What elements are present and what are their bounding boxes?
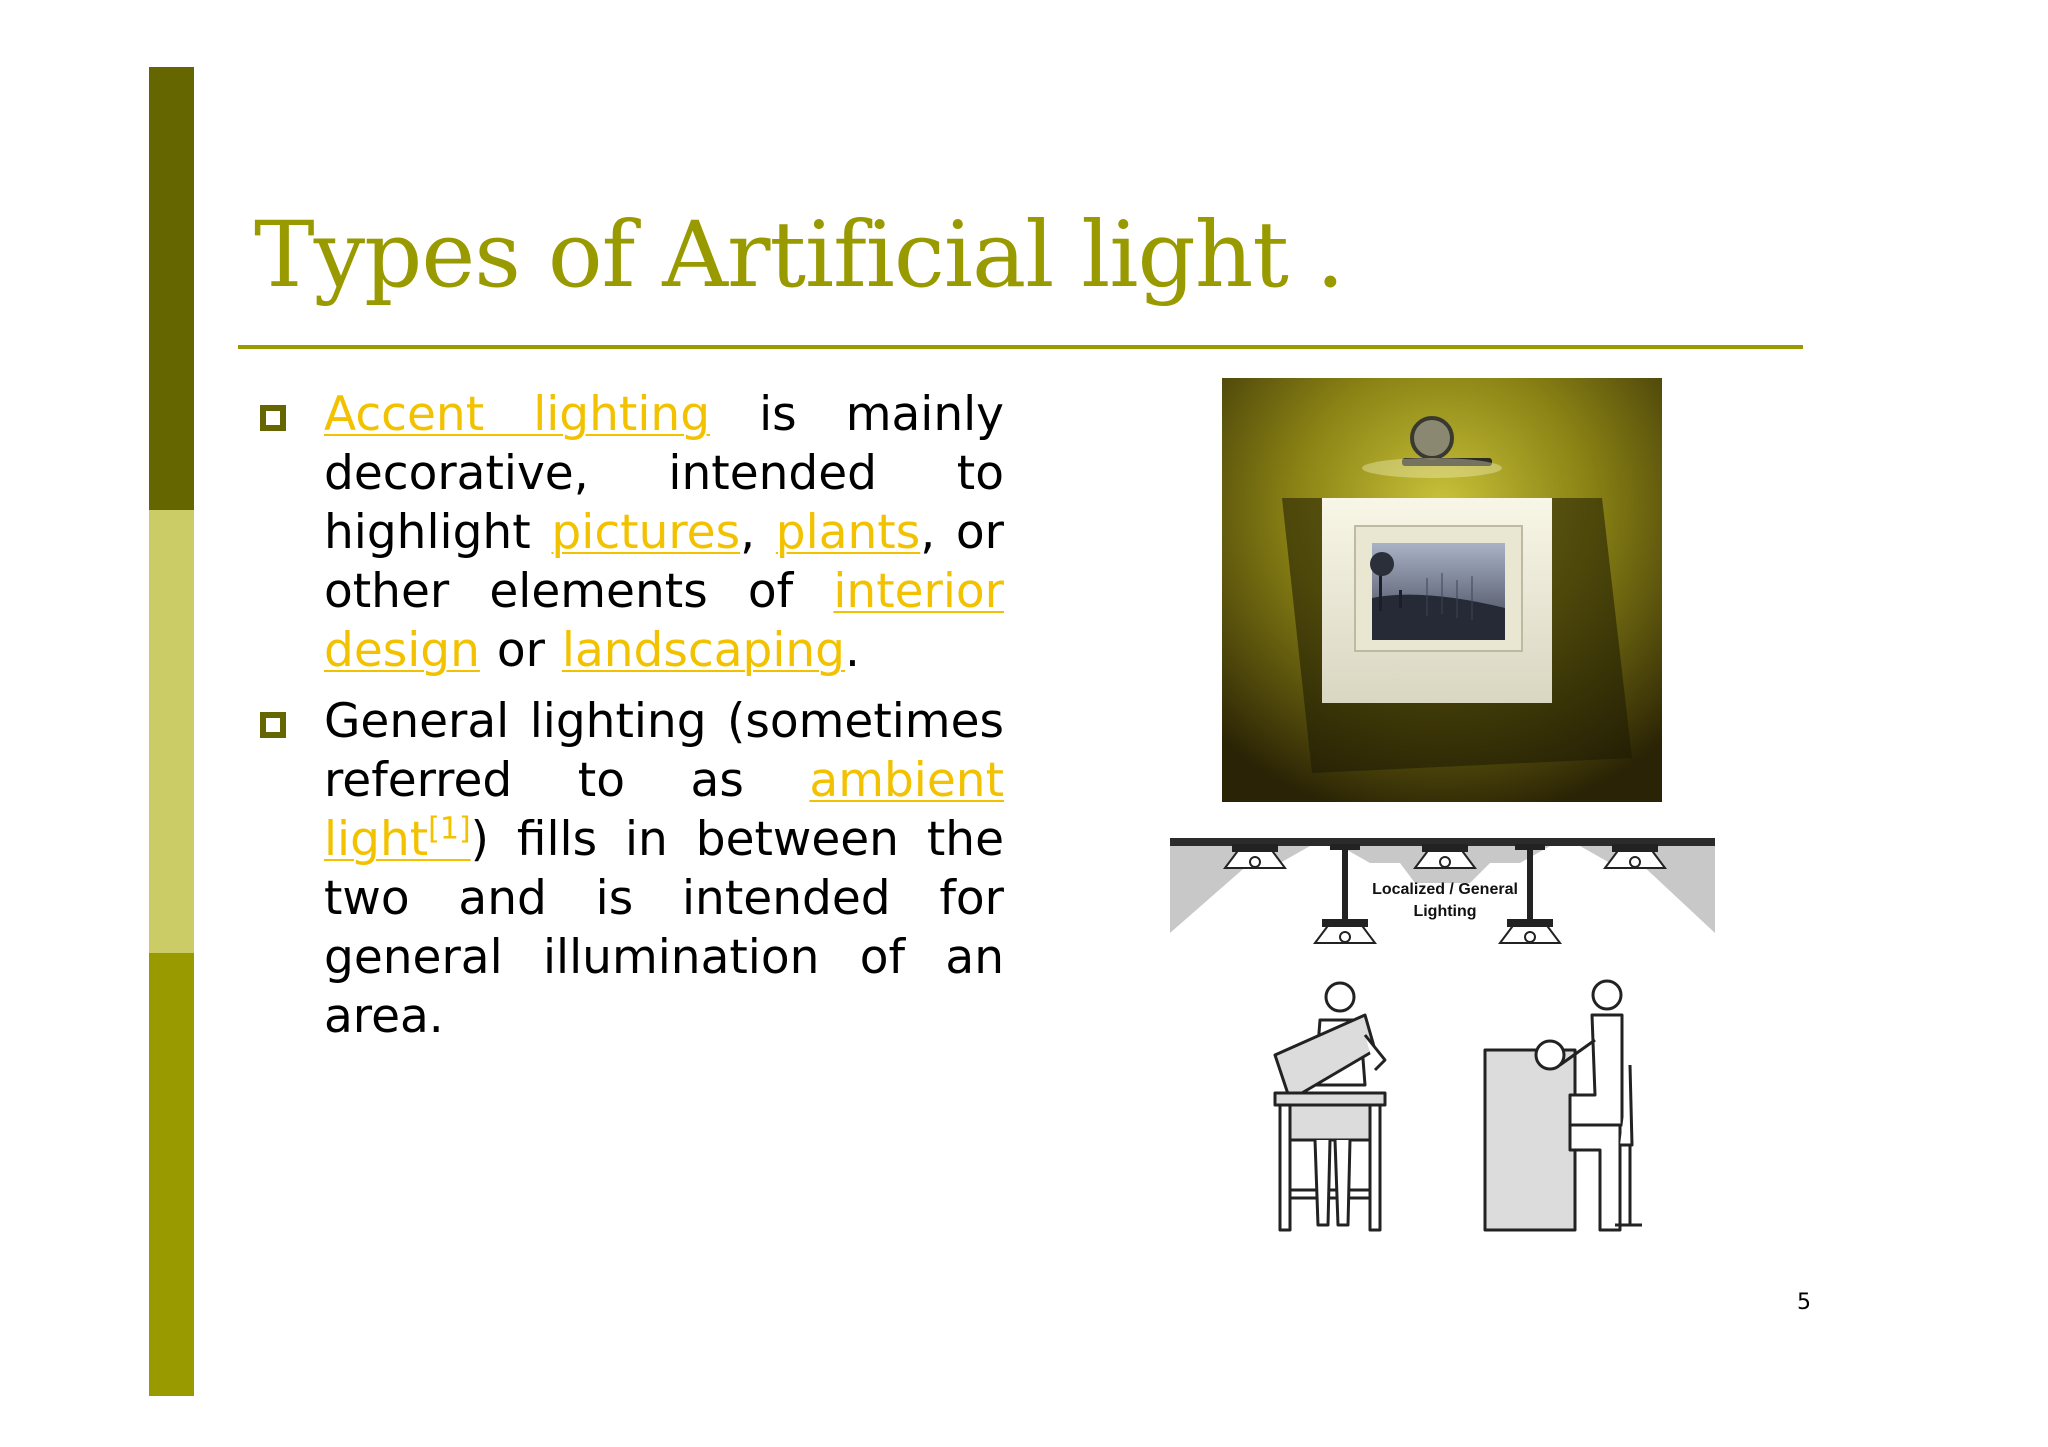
side-bar-bottom <box>149 953 194 1396</box>
side-bar-middle <box>149 510 194 953</box>
bullet-list <box>254 385 1004 1058</box>
bullet-general-lighting <box>254 692 1004 1046</box>
diagram-label-line2: Lighting <box>1413 903 1477 920</box>
text-segment: ) fills in between the two and is intended for general illumination of an area. <box>324 812 1004 1044</box>
link-interior-design[interactable]: interior design <box>324 564 1004 678</box>
bullet-text <box>324 385 1004 680</box>
people-working-icon <box>1270 975 1670 1235</box>
text-segment: is mainly decorative, intended to highlight <box>324 387 1004 560</box>
text-segment: , <box>740 505 776 560</box>
diagram-label-line1: Localized / General <box>1372 881 1518 898</box>
hollow-square-bullet-icon <box>260 405 286 431</box>
text-segment: . <box>845 623 860 678</box>
link-plants[interactable]: plants <box>775 505 921 560</box>
lighting-diagram <box>1170 838 1715 950</box>
text-segment: , or other elements of <box>324 505 1004 619</box>
link-text: ambient light <box>324 753 1004 867</box>
reference-superscript: [1] <box>428 811 471 847</box>
text-segment: General lighting (sometimes referred to as <box>324 694 1004 808</box>
page-number: 5 <box>1797 1290 1811 1315</box>
link-pictures[interactable]: pictures <box>551 505 741 560</box>
side-bar-top <box>149 67 194 510</box>
bullet-text <box>324 692 1004 1046</box>
hollow-square-bullet-icon <box>260 712 286 738</box>
slide-title: Types of Artificial light . <box>254 203 1344 308</box>
title-underline <box>238 345 1803 349</box>
bullet-accent-lighting <box>254 385 1004 680</box>
link-accent-lighting[interactable]: Accent lighting <box>324 387 711 442</box>
text-segment: or <box>479 623 562 678</box>
link-landscaping[interactable]: landscaping <box>561 623 846 678</box>
accent-light-photo <box>1222 378 1662 802</box>
